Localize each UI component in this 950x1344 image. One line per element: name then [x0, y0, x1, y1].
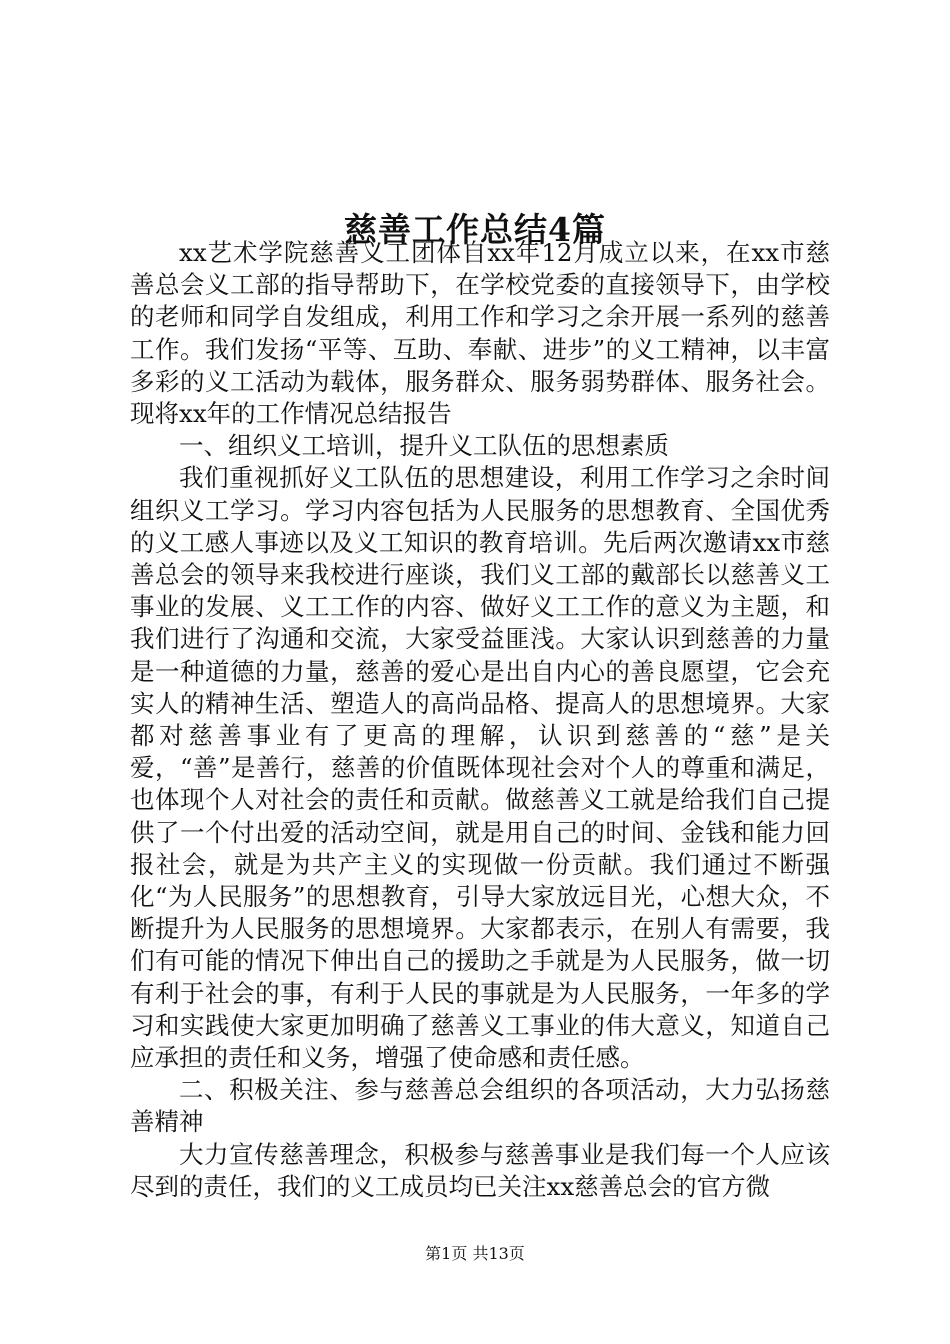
document-title: 慈善工作总结4篇 — [344, 210, 606, 250]
intro-paragraph: xx艺术学院慈善义工团体自xx年12月成立以来，在xx市慈善总会义工部的指导帮助下，在学校党委的直接领导下，由学校的老师和同学自发组成，利用工作和学习之余开展一系列的慈善工作。我们发扬“平等、互助、奉献、进步”的义工精神，以丰富多彩的义工活动为载体，服务群众、服务弱势群体、服务社会。现将xx年的工作情况总结报告 — [130, 238, 830, 429]
section-heading-1: 一、组织义工培训，提升义工队伍的思想素质 — [179, 431, 669, 461]
page-number: 第1页 共13页 — [425, 1244, 525, 1263]
section-1-paragraph: 我们重视抓好义工队伍的思想建设，利用工作学习之余时间组织义工学习。学习内容包括为人民服务的思想教育、全国优秀的义工感人事迹以及义工知识的教育培训。先后两次邀请xx市慈善总会的领导来我校进行座谈，我们义工部的戴部长以慈善义工事业的发展、义工工作的内容、做好义工工作的意义为主题，和我们进行了沟通和交流，大家受益匪浅。大家认识到慈善的力量是一种道德的力量，慈善的爱心是出自内心的善良愿望，它会充实人的精神生活、塑造人的高尚品格、提高人的思想境界。大家都对慈善事业有了更高的理解，认识到慈善的“慈”是关爱，“善”是善行，慈善的价值既体现社会对个人的尊重和满足，也体现个人对社会的责任和贡献。做慈善义工就是给我们自己提供了一个付出爱的活动空间，就是用自己的时间、金钱和能力回报社会，就是为共产主义的实现做一份贡献。我们通过不断强化“为人民服务”的思想教育，引导大家放远目光，心想大众，不断提升为人民服务的思想境界。大家都表示，在别人有需要，我们有可能的情况下伸出自己的援助之手就是为人民服务，做一切有利于社会的事，有利于人民的事就是为人民服务，一年多的学习和实践使大家更加明确了慈善义工事业的伟大意义，知道自己应承担的责任和义务，增强了使命感和责任感。 — [130, 463, 830, 1073]
section-heading-2: 二、积极关注、参与慈善总会组织的各项活动，大力弘扬慈善精神 — [130, 1075, 830, 1137]
section-2-paragraph: 大力宣传慈善理念，积极参与慈善事业是我们每一个人应该尽到的责任，我们的义工成员均已关注xx慈善总会的官方微 — [130, 1139, 830, 1201]
document-body — [130, 237, 830, 1203]
